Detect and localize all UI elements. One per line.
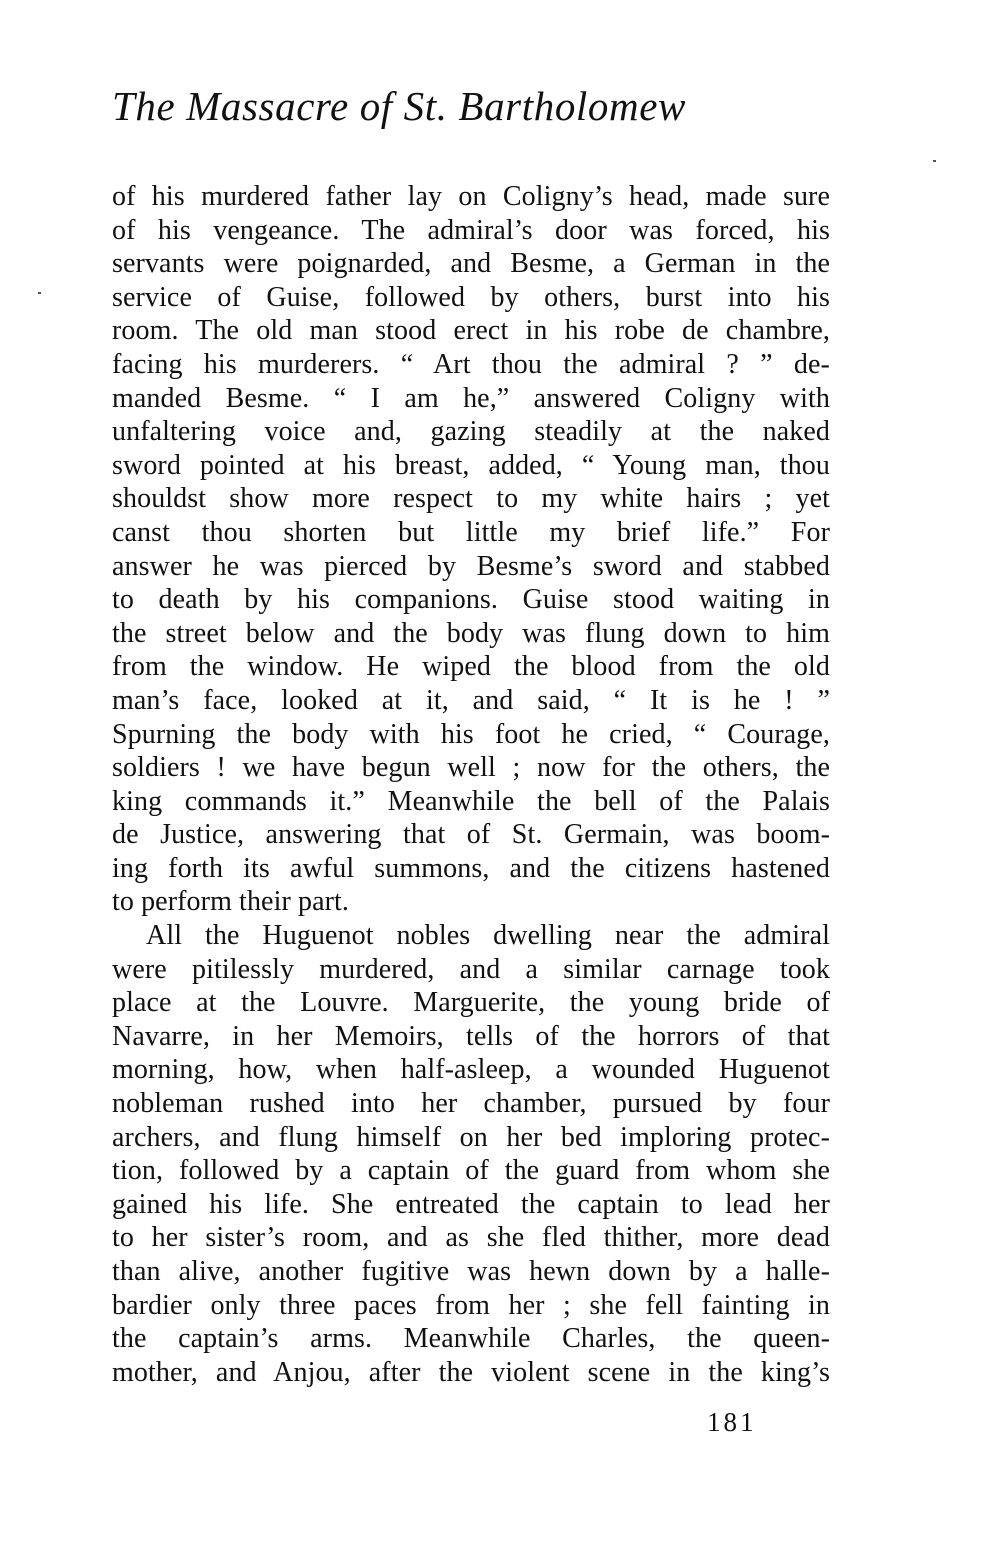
text-line: gained his life. She entreated the captain to lead her bbox=[112, 1188, 830, 1220]
text-line: were pitilessly murdered, and a similar carnage took bbox=[112, 953, 830, 985]
text-line: room. The old man stood erect in his robe de chambre, bbox=[112, 315, 830, 347]
text-line: place at the Louvre. Marguerite, the young bride of bbox=[112, 987, 830, 1019]
text-line: of his vengeance. The admiral’s door was forced, his bbox=[112, 214, 830, 246]
text-line: man’s face, looked at it, and said, “ It is he ! ” bbox=[112, 684, 830, 716]
text-line: manded Besme. “ I am he,” answered Coligny with bbox=[112, 382, 830, 414]
text-line: nobleman rushed into her chamber, pursued by four bbox=[112, 1088, 830, 1120]
text-line: king commands it.” Meanwhile the bell of the Palais bbox=[112, 785, 830, 817]
text-line: Spurning the body with his foot he cried, “ Courage, bbox=[112, 718, 830, 750]
text-line: All the Huguenot nobles dwelling near the admiral bbox=[146, 920, 830, 952]
scan-speck bbox=[38, 292, 41, 294]
text-line: to her sister’s room, and as she fled thither, more dead bbox=[112, 1222, 830, 1254]
body-text bbox=[112, 180, 830, 1389]
text-line: shouldst show more respect to my white hairs ; yet bbox=[112, 483, 830, 515]
text-line: tion, followed by a captain of the guard from whom she bbox=[112, 1155, 830, 1187]
text-line: morning, how, when half-asleep, a wounded Huguenot bbox=[112, 1054, 830, 1086]
text-line: mother, and Anjou, after the violent scene in the king’s bbox=[112, 1356, 830, 1388]
text-line: from the window. He wiped the blood from the old bbox=[112, 651, 830, 683]
text-line: bardier only three paces from her ; she fell fainting in bbox=[112, 1289, 830, 1321]
text-line: unfaltering voice and, gazing steadily at the naked bbox=[112, 416, 830, 448]
text-line: the captain’s arms. Meanwhile Charles, the queen- bbox=[112, 1323, 830, 1355]
text-line: answer he was pierced by Besme’s sword and stabbed bbox=[112, 550, 830, 582]
text-line: soldiers ! we have begun well ; now for the others, the bbox=[112, 752, 830, 784]
paragraph-1 bbox=[112, 180, 830, 919]
text-line: servants were poignarded, and Besme, a German in the bbox=[112, 248, 830, 280]
text-line: Navarre, in her Memoirs, tells of the horrors of that bbox=[112, 1020, 830, 1052]
text-line: ing forth its awful summons, and the citizens hastened bbox=[112, 852, 830, 884]
text-line: to death by his companions. Guise stood waiting in bbox=[112, 584, 830, 616]
text-line: canst thou shorten but little my brief life.” For bbox=[112, 516, 830, 548]
running-title: The Massacre of St. Bartholomew bbox=[112, 83, 686, 129]
text-line: to perform their part. bbox=[112, 886, 350, 918]
text-line: de Justice, answering that of St. Germain, was boom- bbox=[112, 819, 830, 851]
text-line: sword pointed at his breast, added, “ Young man, thou bbox=[112, 449, 830, 481]
text-line: of his murdered father lay on Coligny’s head, made sure bbox=[112, 181, 830, 212]
text-line: service of Guise, followed by others, burst into his bbox=[112, 281, 830, 313]
text-line: archers, and flung himself on her bed imploring protec- bbox=[112, 1121, 830, 1153]
scan-speck bbox=[933, 160, 936, 162]
text-line: the street below and the body was flung down to him bbox=[112, 617, 830, 649]
page-number: 181 bbox=[707, 1407, 757, 1437]
paragraph-2 bbox=[112, 919, 830, 1389]
text-line: than alive, another fugitive was hewn down by a halle- bbox=[112, 1256, 830, 1287]
text-line: facing his murderers. “ Art thou the admiral ? ” de- bbox=[112, 348, 830, 380]
